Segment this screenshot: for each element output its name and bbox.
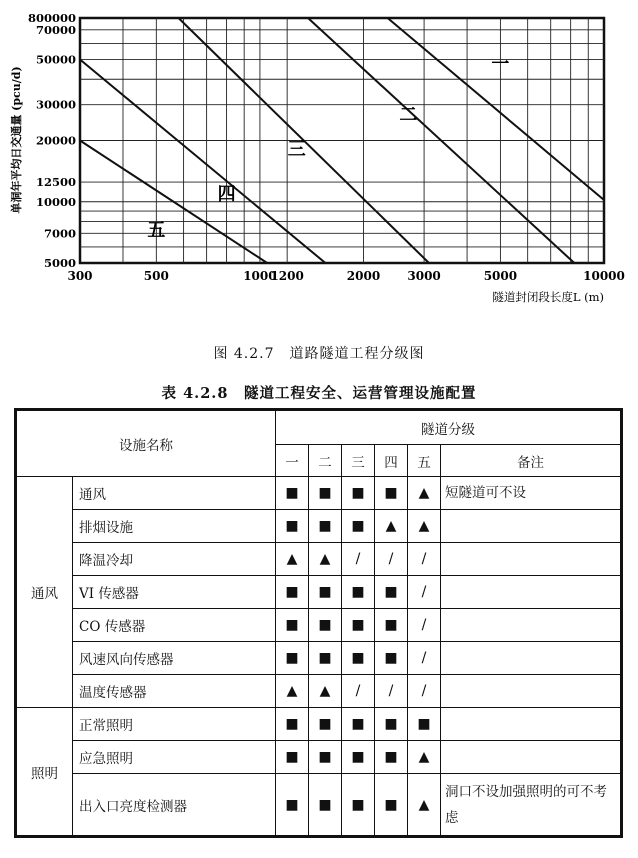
grade-cell: / — [342, 675, 375, 708]
table-caption: 表 4.2.8 隧道工程安全、运营管理设施配置 — [161, 385, 477, 402]
series-line — [388, 18, 604, 200]
note-cell — [441, 675, 621, 708]
table-row — [17, 477, 621, 510]
grade-cell: / — [408, 642, 441, 675]
grade-cell: ■ — [375, 576, 408, 609]
table-row — [17, 609, 621, 642]
grade-cell: ■ — [375, 477, 408, 510]
x-tick-label: 3000 — [407, 269, 441, 283]
region-label: 四 — [217, 183, 236, 205]
grade-cell: ■ — [309, 576, 342, 609]
facility-name: 通风 — [73, 477, 276, 510]
grade-cell: ■ — [342, 609, 375, 642]
y-axis-label: 单洞年平均日交通量 (pcu/d) — [10, 66, 23, 214]
x-tick-label: 1200 — [270, 269, 304, 283]
grade-cell: ▲ — [309, 675, 342, 708]
grade-cell: ▲ — [408, 510, 441, 543]
note-cell — [441, 708, 621, 741]
grade-cell: ▲ — [276, 675, 309, 708]
region-label: 二 — [399, 104, 418, 126]
table-row — [17, 708, 621, 741]
facility-name: VI 传感器 — [73, 576, 276, 609]
category-cell: 照明 — [17, 708, 73, 836]
grade-cell: ■ — [309, 510, 342, 543]
y-tick-label: 20000 — [35, 133, 76, 148]
grade-cell: ■ — [342, 741, 375, 774]
facility-name: 排烟设施 — [73, 510, 276, 543]
grade-cell: ■ — [309, 642, 342, 675]
note-cell — [441, 741, 621, 774]
header-grade-2: 二 — [309, 445, 342, 477]
header-grade-3: 三 — [342, 445, 375, 477]
facility-name: 风速风向传感器 — [73, 642, 276, 675]
region-label: 三 — [287, 138, 306, 160]
grade-cell: ■ — [309, 609, 342, 642]
y-tick-label: 7000 — [43, 226, 76, 241]
grade-cell: ▲ — [276, 543, 309, 576]
grade-cell: ■ — [375, 741, 408, 774]
grade-cell: ■ — [342, 708, 375, 741]
note-cell: 洞口不设加强照明的可不考虑 — [441, 774, 621, 836]
facility-config-table — [16, 410, 621, 836]
tunnel-grading-chart — [0, 0, 638, 325]
series-line — [80, 60, 325, 264]
header-note: 备注 — [441, 445, 621, 477]
grade-cell: ■ — [375, 609, 408, 642]
grade-cell: ■ — [342, 477, 375, 510]
grade-cell: / — [408, 543, 441, 576]
facility-name: 正常照明 — [73, 708, 276, 741]
note-cell: 短隧道可不设 — [441, 477, 621, 510]
table-row — [17, 576, 621, 609]
grade-cell: / — [408, 675, 441, 708]
table-row — [17, 510, 621, 543]
grade-cell: ▲ — [375, 510, 408, 543]
grade-cell: ■ — [342, 642, 375, 675]
header-facility-name: 设施名称 — [17, 411, 276, 477]
facility-name: 降温冷却 — [73, 543, 276, 576]
note-cell — [441, 642, 621, 675]
x-tick-labels — [67, 269, 624, 283]
y-tick-label: 12500 — [35, 175, 76, 190]
x-tick-label: 1000 — [243, 269, 277, 283]
grade-cell: ■ — [276, 741, 309, 774]
x-tick-label: 2000 — [346, 269, 381, 283]
y-tick-label: 70000 — [35, 22, 76, 37]
grade-cell: ■ — [309, 774, 342, 836]
grade-cell: ■ — [342, 510, 375, 543]
facility-name: 出入口亮度检测器 — [73, 774, 276, 836]
x-tick-label: 10000 — [583, 269, 625, 283]
note-cell — [441, 576, 621, 609]
grade-cell: ■ — [276, 774, 309, 836]
grade-cell: ▲ — [408, 741, 441, 774]
table-row — [17, 774, 621, 836]
facility-name: 应急照明 — [73, 741, 276, 774]
grade-cell: ■ — [276, 708, 309, 741]
figure-caption: 图 4.2.7 道路隧道工程分级图 — [213, 346, 425, 362]
header-grade-4: 四 — [375, 445, 408, 477]
y-tick-label: 5000 — [43, 256, 76, 270]
facility-name: CO 传感器 — [73, 609, 276, 642]
grade-cell: ■ — [309, 708, 342, 741]
grade-cell: ▲ — [408, 774, 441, 836]
grade-cell: ■ — [375, 642, 408, 675]
grade-cell: ■ — [276, 576, 309, 609]
table-row — [17, 543, 621, 576]
header-grade-1: 一 — [276, 445, 309, 477]
header-tunnel-grade: 隧道分级 — [276, 411, 621, 445]
facility-name: 温度传感器 — [73, 675, 276, 708]
grade-cell: ■ — [375, 774, 408, 836]
grade-cell: / — [408, 576, 441, 609]
grade-cell: ■ — [276, 510, 309, 543]
header-grade-5: 五 — [408, 445, 441, 477]
grade-cell: ■ — [276, 642, 309, 675]
grade-cell: ■ — [342, 576, 375, 609]
category-cell: 通风 — [17, 477, 73, 708]
grade-cell: ■ — [408, 708, 441, 741]
table-row — [17, 675, 621, 708]
grade-cell: ■ — [309, 741, 342, 774]
note-cell — [441, 609, 621, 642]
x-tick-label: 300 — [67, 269, 93, 283]
grade-cell: ■ — [342, 774, 375, 836]
region-labels — [147, 54, 509, 241]
note-cell — [441, 543, 621, 576]
y-tick-label: 30000 — [35, 97, 76, 112]
grade-cell: ■ — [309, 477, 342, 510]
grade-cell: ■ — [375, 708, 408, 741]
y-tick-labels — [28, 11, 76, 270]
x-axis-label: 隧道封闭段长度L (m) — [492, 290, 604, 304]
grade-cell: ■ — [276, 477, 309, 510]
y-tick-label: 800000 — [27, 11, 76, 25]
note-cell — [441, 510, 621, 543]
x-tick-label: 5000 — [483, 269, 518, 283]
y-tick-label: 10000 — [35, 194, 76, 209]
grade-cell: ▲ — [408, 477, 441, 510]
region-label: 五 — [147, 219, 166, 241]
table-row — [17, 642, 621, 675]
grade-cell: / — [342, 543, 375, 576]
grade-cell: / — [375, 543, 408, 576]
grade-cell: ▲ — [309, 543, 342, 576]
region-label: 一 — [491, 53, 510, 75]
grade-cell: / — [375, 675, 408, 708]
x-tick-label: 500 — [143, 269, 169, 283]
grade-cell: ■ — [276, 609, 309, 642]
y-tick-label: 50000 — [35, 52, 76, 67]
table-row — [17, 741, 621, 774]
grade-cell: / — [408, 609, 441, 642]
